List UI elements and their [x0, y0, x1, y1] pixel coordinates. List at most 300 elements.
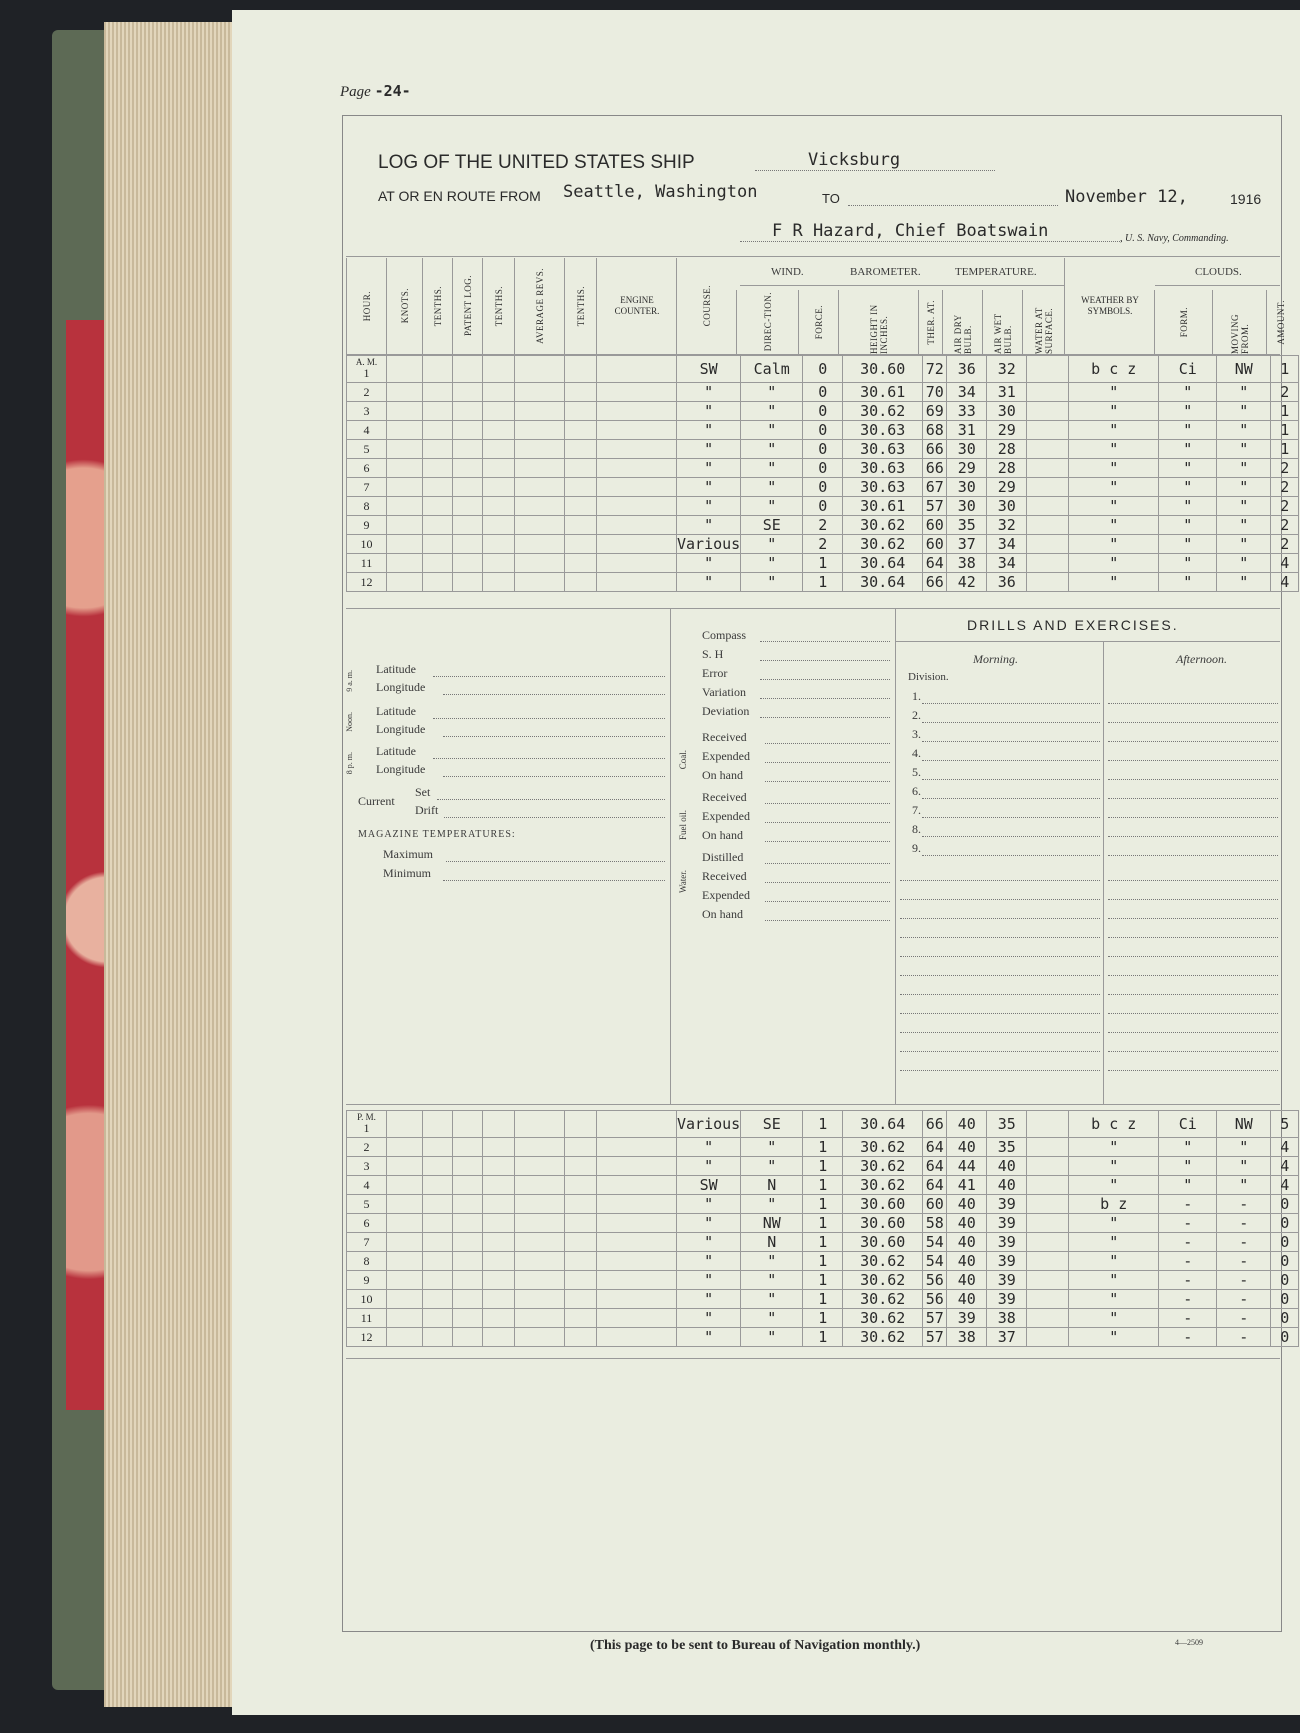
- empty-cell: [515, 516, 565, 535]
- move-cell: ": [1217, 459, 1271, 478]
- move-cell: ": [1217, 1138, 1271, 1157]
- force-cell: 1: [803, 1290, 843, 1309]
- dir-cell: ": [741, 1290, 803, 1309]
- wet-cell: 40: [987, 1176, 1027, 1195]
- dry-cell: 40: [947, 1214, 987, 1233]
- hour-value: 7: [363, 1234, 370, 1249]
- drill-number: 1.: [912, 689, 921, 703]
- empty-cell: [453, 497, 483, 516]
- ther-cell: 54: [923, 1233, 947, 1252]
- move-cell: ": [1217, 554, 1271, 573]
- empty-cell: [483, 356, 515, 383]
- dry-cell: 40: [947, 1195, 987, 1214]
- empty-cell: [565, 1233, 597, 1252]
- fill-line: [1108, 937, 1278, 938]
- wx-cell: b c z: [1069, 356, 1159, 383]
- wx-cell: ": [1069, 421, 1159, 440]
- fuel-item-label: On hand: [702, 907, 743, 921]
- dry-cell: 37: [947, 535, 987, 554]
- form-cell: -: [1159, 1252, 1217, 1271]
- empty-cell: [597, 1195, 677, 1214]
- empty-cell: [565, 1290, 597, 1309]
- empty-cell: [515, 440, 565, 459]
- fill-line: [900, 1051, 1100, 1052]
- empty-cell: [1027, 1233, 1069, 1252]
- wet-cell: 31: [987, 383, 1027, 402]
- table-row: [347, 1111, 1299, 1138]
- hour-value: 5: [363, 1196, 370, 1211]
- table-row: [347, 516, 1299, 535]
- force-cell: 0: [803, 440, 843, 459]
- empty-cell: [597, 356, 677, 383]
- empty-cell: [515, 383, 565, 402]
- hour-value: 10: [360, 536, 373, 551]
- hour-cell: [347, 1271, 387, 1290]
- dir-cell: ": [741, 421, 803, 440]
- column-header-label: FORM.: [1179, 306, 1189, 338]
- empty-cell: [483, 1176, 515, 1195]
- fill-line: [1108, 798, 1278, 799]
- amt-cell: 2: [1271, 459, 1299, 478]
- fill-line: [1108, 918, 1278, 919]
- move-cell: ": [1217, 1176, 1271, 1195]
- course-cell: ": [677, 1309, 741, 1328]
- dir-cell: SE: [741, 1111, 803, 1138]
- dir-cell: NW: [741, 1214, 803, 1233]
- hour-cell: [347, 1195, 387, 1214]
- empty-cell: [597, 440, 677, 459]
- empty-cell: [565, 1157, 597, 1176]
- bar-cell: 30.63: [843, 440, 923, 459]
- empty-cell: [565, 516, 597, 535]
- hour-value: 3: [363, 1158, 370, 1173]
- move-cell: NW: [1217, 1111, 1271, 1138]
- form-cell: -: [1159, 1309, 1217, 1328]
- ther-cell: 70: [923, 383, 947, 402]
- empty-cell: [423, 402, 453, 421]
- fill-line: [446, 861, 665, 862]
- dir-cell: ": [741, 497, 803, 516]
- dry-cell: 38: [947, 554, 987, 573]
- hour-value: 1: [363, 1121, 370, 1135]
- form-cell: ": [1159, 1176, 1217, 1195]
- empty-cell: [453, 1233, 483, 1252]
- empty-cell: [453, 1214, 483, 1233]
- course-cell: SW: [677, 356, 741, 383]
- force-cell: 1: [803, 1176, 843, 1195]
- empty-cell: [423, 356, 453, 383]
- dry-cell: 33: [947, 402, 987, 421]
- form-cell: -: [1159, 1271, 1217, 1290]
- empty-cell: [387, 402, 423, 421]
- empty-cell: [565, 478, 597, 497]
- drill-number: 5.: [912, 765, 921, 779]
- dir-cell: ": [741, 478, 803, 497]
- fuel-item-label: On hand: [702, 828, 743, 842]
- empty-cell: [483, 554, 515, 573]
- column-header-label: TENTHS.: [494, 285, 504, 327]
- empty-cell: [597, 402, 677, 421]
- empty-cell: [565, 1176, 597, 1195]
- form-number: 4—2509: [1175, 1638, 1203, 1647]
- empty-cell: [515, 497, 565, 516]
- fuel-group-label: Water.: [678, 870, 688, 894]
- fill-line: [433, 718, 665, 719]
- drills-division: Division.: [908, 671, 949, 683]
- empty-cell: [565, 1328, 597, 1347]
- empty-cell: [423, 383, 453, 402]
- force-cell: 2: [803, 535, 843, 554]
- column-header-label: KNOTS.: [400, 288, 410, 324]
- move-cell: ": [1217, 440, 1271, 459]
- fill-line: [900, 1032, 1100, 1033]
- bar-cell: 30.64: [843, 554, 923, 573]
- longitude-label: Longitude: [376, 762, 426, 776]
- table-row: [347, 1214, 1299, 1233]
- fill-line: [1108, 855, 1278, 856]
- wet-cell: 35: [987, 1111, 1027, 1138]
- empty-cell: [1027, 1214, 1069, 1233]
- fill-line: [900, 918, 1100, 919]
- longitude-label: Longitude: [376, 722, 426, 736]
- drill-number: 3.: [912, 727, 921, 741]
- column-header: [838, 290, 919, 354]
- bar-cell: 30.63: [843, 421, 923, 440]
- hour-value: 9: [363, 517, 370, 532]
- fill-line: [765, 901, 890, 902]
- drills-morning: Morning.: [973, 652, 1018, 666]
- hour-value: 5: [363, 441, 370, 456]
- pm-bottom-line: [346, 1358, 1280, 1359]
- ther-cell: 57: [923, 1309, 947, 1328]
- empty-cell: [565, 554, 597, 573]
- empty-cell: [1027, 573, 1069, 592]
- bar-cell: 30.60: [843, 356, 923, 383]
- empty-cell: [1027, 356, 1069, 383]
- table-row: [347, 383, 1299, 402]
- empty-cell: [597, 573, 677, 592]
- temperature-group: TEMPERATURE.: [955, 266, 1037, 278]
- bar-cell: 30.62: [843, 1138, 923, 1157]
- mid-divider-2: [895, 608, 896, 1104]
- empty-cell: [597, 516, 677, 535]
- table-row: [347, 459, 1299, 478]
- column-header: [942, 290, 983, 354]
- ther-cell: 56: [923, 1271, 947, 1290]
- hour-value: 9: [363, 1272, 370, 1287]
- column-header-label: PATENT LOG.: [463, 275, 473, 337]
- force-cell: 1: [803, 1138, 843, 1157]
- move-cell: -: [1217, 1271, 1271, 1290]
- hour-cell: [347, 1252, 387, 1271]
- hour-cell: [347, 497, 387, 516]
- empty-cell: [483, 402, 515, 421]
- ther-cell: 66: [923, 1111, 947, 1138]
- fill-line: [765, 882, 890, 883]
- fill-line: [443, 736, 665, 737]
- fill-line: [900, 956, 1100, 957]
- bar-cell: 30.62: [843, 516, 923, 535]
- form-cell: ": [1159, 383, 1217, 402]
- wx-cell: ": [1069, 1233, 1159, 1252]
- wet-cell: 32: [987, 516, 1027, 535]
- dry-cell: 39: [947, 1309, 987, 1328]
- fuel-item-label: Expended: [702, 809, 750, 823]
- amt-cell: 2: [1271, 383, 1299, 402]
- fill-line: [765, 841, 890, 842]
- empty-cell: [423, 535, 453, 554]
- fuel-group-label: Fuel oil.: [678, 810, 688, 841]
- empty-cell: [565, 1111, 597, 1138]
- move-cell: -: [1217, 1195, 1271, 1214]
- hour-value: 6: [363, 1215, 370, 1230]
- column-header-label: TENTHS.: [433, 285, 443, 327]
- form-cell: -: [1159, 1233, 1217, 1252]
- column-header: [422, 258, 453, 354]
- fill-line: [765, 863, 890, 864]
- ther-cell: 66: [923, 440, 947, 459]
- empty-cell: [1027, 459, 1069, 478]
- wet-cell: 29: [987, 421, 1027, 440]
- dry-cell: 40: [947, 1233, 987, 1252]
- column-header: [1266, 290, 1295, 354]
- wet-cell: 35: [987, 1138, 1027, 1157]
- fill-line: [1108, 994, 1278, 995]
- move-cell: -: [1217, 1309, 1271, 1328]
- amt-cell: 0: [1271, 1309, 1299, 1328]
- empty-cell: [1027, 516, 1069, 535]
- hour-cell: [347, 440, 387, 459]
- fill-line: [922, 836, 1100, 837]
- empty-cell: [1027, 1111, 1069, 1138]
- course-cell: ": [677, 1252, 741, 1271]
- mid-top-line: [346, 608, 1280, 609]
- fill-line: [443, 694, 665, 695]
- empty-cell: [387, 1328, 423, 1347]
- empty-cell: [1027, 402, 1069, 421]
- empty-cell: [387, 1195, 423, 1214]
- empty-cell: [1027, 535, 1069, 554]
- wet-cell: 36: [987, 573, 1027, 592]
- column-header: [346, 258, 387, 354]
- dir-cell: ": [741, 383, 803, 402]
- empty-cell: [1027, 440, 1069, 459]
- empty-cell: [387, 1233, 423, 1252]
- form-cell: -: [1159, 1290, 1217, 1309]
- column-header: [1064, 258, 1155, 354]
- fill-line: [1108, 1070, 1278, 1071]
- column-header: [1022, 290, 1065, 354]
- hour-cell: [347, 573, 387, 592]
- current-label: Current: [358, 794, 395, 808]
- move-cell: -: [1217, 1328, 1271, 1347]
- empty-cell: [597, 478, 677, 497]
- empty-cell: [387, 356, 423, 383]
- fill-line: [765, 762, 890, 763]
- empty-cell: [597, 421, 677, 440]
- amt-cell: 2: [1271, 516, 1299, 535]
- column-header: [1154, 290, 1213, 354]
- move-cell: ": [1217, 573, 1271, 592]
- ther-cell: 67: [923, 478, 947, 497]
- wx-cell: ": [1069, 1271, 1159, 1290]
- hour-value: 4: [363, 422, 370, 437]
- hour-value: 3: [363, 403, 370, 418]
- compass-label: Variation: [702, 685, 746, 699]
- force-cell: 0: [803, 478, 843, 497]
- fill-line: [765, 803, 890, 804]
- empty-cell: [515, 1176, 565, 1195]
- fill-line: [765, 822, 890, 823]
- move-cell: ": [1217, 1157, 1271, 1176]
- header-top-line: [346, 256, 1280, 257]
- force-cell: 0: [803, 383, 843, 402]
- empty-cell: [387, 554, 423, 573]
- column-header: [386, 258, 423, 354]
- amt-cell: 0: [1271, 1290, 1299, 1309]
- wx-cell: ": [1069, 1252, 1159, 1271]
- empty-cell: [453, 554, 483, 573]
- force-cell: 1: [803, 1111, 843, 1138]
- column-header: [676, 258, 737, 354]
- ther-cell: 64: [923, 554, 947, 573]
- hour-cell: [347, 402, 387, 421]
- empty-cell: [423, 459, 453, 478]
- position-time-label: 8 p. m.: [345, 752, 354, 775]
- dir-cell: ": [741, 1328, 803, 1347]
- empty-cell: [597, 554, 677, 573]
- empty-cell: [597, 1290, 677, 1309]
- dry-cell: 44: [947, 1157, 987, 1176]
- fill-line: [1108, 956, 1278, 957]
- fill-line: [922, 760, 1100, 761]
- empty-cell: [483, 478, 515, 497]
- wet-cell: 39: [987, 1195, 1027, 1214]
- empty-cell: [387, 1157, 423, 1176]
- empty-cell: [453, 421, 483, 440]
- latitude-label: Latitude: [376, 744, 416, 758]
- bar-cell: 30.62: [843, 1309, 923, 1328]
- fuel-item-label: Received: [702, 869, 747, 883]
- ther-cell: 64: [923, 1138, 947, 1157]
- form-cell: -: [1159, 1195, 1217, 1214]
- column-header-label: ENGINE COUNTER.: [614, 295, 660, 316]
- empty-cell: [387, 516, 423, 535]
- column-header: [918, 290, 943, 354]
- table-row: [347, 1233, 1299, 1252]
- fill-line: [1108, 836, 1278, 837]
- wet-cell: 37: [987, 1328, 1027, 1347]
- wx-cell: b z: [1069, 1195, 1159, 1214]
- ther-cell: 66: [923, 573, 947, 592]
- dry-cell: 40: [947, 1271, 987, 1290]
- amt-cell: 4: [1271, 1157, 1299, 1176]
- form-cell: ": [1159, 535, 1217, 554]
- course-cell: ": [677, 402, 741, 421]
- mid-divider-1: [670, 608, 671, 1104]
- am-log-table: [346, 355, 1299, 592]
- drill-number: 9.: [912, 841, 921, 855]
- force-cell: 1: [803, 1233, 843, 1252]
- empty-cell: [387, 1290, 423, 1309]
- hour-value: 8: [363, 498, 370, 513]
- empty-cell: [453, 440, 483, 459]
- column-header-label: AVERAGE REVS.: [535, 268, 545, 344]
- fill-line: [760, 698, 890, 699]
- table-row: [347, 1195, 1299, 1214]
- empty-cell: [565, 459, 597, 478]
- dry-cell: 40: [947, 1111, 987, 1138]
- empty-cell: [423, 478, 453, 497]
- amt-cell: 4: [1271, 573, 1299, 592]
- ship-name: Vicksburg: [808, 150, 901, 170]
- amt-cell: 0: [1271, 1328, 1299, 1347]
- fill-line: [922, 779, 1100, 780]
- empty-cell: [387, 1252, 423, 1271]
- dir-cell: SE: [741, 516, 803, 535]
- form-cell: ": [1159, 1157, 1217, 1176]
- route-date: November 12,: [1065, 187, 1188, 207]
- empty-cell: [565, 1252, 597, 1271]
- hour-cell: [347, 478, 387, 497]
- dir-cell: ": [741, 1271, 803, 1290]
- fill-line: [1108, 703, 1278, 704]
- column-header-label: HEIGHT IN INCHES.: [869, 304, 889, 354]
- mid-bottom-line: [346, 1104, 1280, 1105]
- empty-cell: [483, 1252, 515, 1271]
- ther-cell: 66: [923, 459, 947, 478]
- course-cell: ": [677, 459, 741, 478]
- column-header-label: TENTHS.: [576, 285, 586, 327]
- course-cell: ": [677, 478, 741, 497]
- empty-cell: [597, 1138, 677, 1157]
- ther-cell: 54: [923, 1252, 947, 1271]
- dry-cell: 42: [947, 573, 987, 592]
- empty-cell: [515, 356, 565, 383]
- empty-cell: [423, 554, 453, 573]
- table-row: [347, 1157, 1299, 1176]
- force-cell: 1: [803, 1195, 843, 1214]
- empty-cell: [1027, 1157, 1069, 1176]
- ther-cell: 64: [923, 1157, 947, 1176]
- empty-cell: [423, 1138, 453, 1157]
- column-header: [514, 258, 565, 354]
- move-cell: ": [1217, 535, 1271, 554]
- empty-cell: [565, 497, 597, 516]
- force-cell: 1: [803, 554, 843, 573]
- fill-line: [922, 798, 1100, 799]
- wx-cell: ": [1069, 440, 1159, 459]
- empty-cell: [1027, 497, 1069, 516]
- drill-number: 7.: [912, 803, 921, 817]
- course-cell: ": [677, 1290, 741, 1309]
- empty-cell: [565, 1138, 597, 1157]
- dry-cell: 41: [947, 1176, 987, 1195]
- drill-number: 2.: [912, 708, 921, 722]
- bar-cell: 30.61: [843, 383, 923, 402]
- hour-cell: [347, 554, 387, 573]
- move-cell: -: [1217, 1252, 1271, 1271]
- hour-cell: [347, 1138, 387, 1157]
- amt-cell: 4: [1271, 1138, 1299, 1157]
- move-cell: ": [1217, 516, 1271, 535]
- route-year: 1916: [1230, 191, 1262, 207]
- wx-cell: ": [1069, 1309, 1159, 1328]
- empty-cell: [483, 459, 515, 478]
- wet-cell: 30: [987, 497, 1027, 516]
- empty-cell: [565, 573, 597, 592]
- table-row: [347, 421, 1299, 440]
